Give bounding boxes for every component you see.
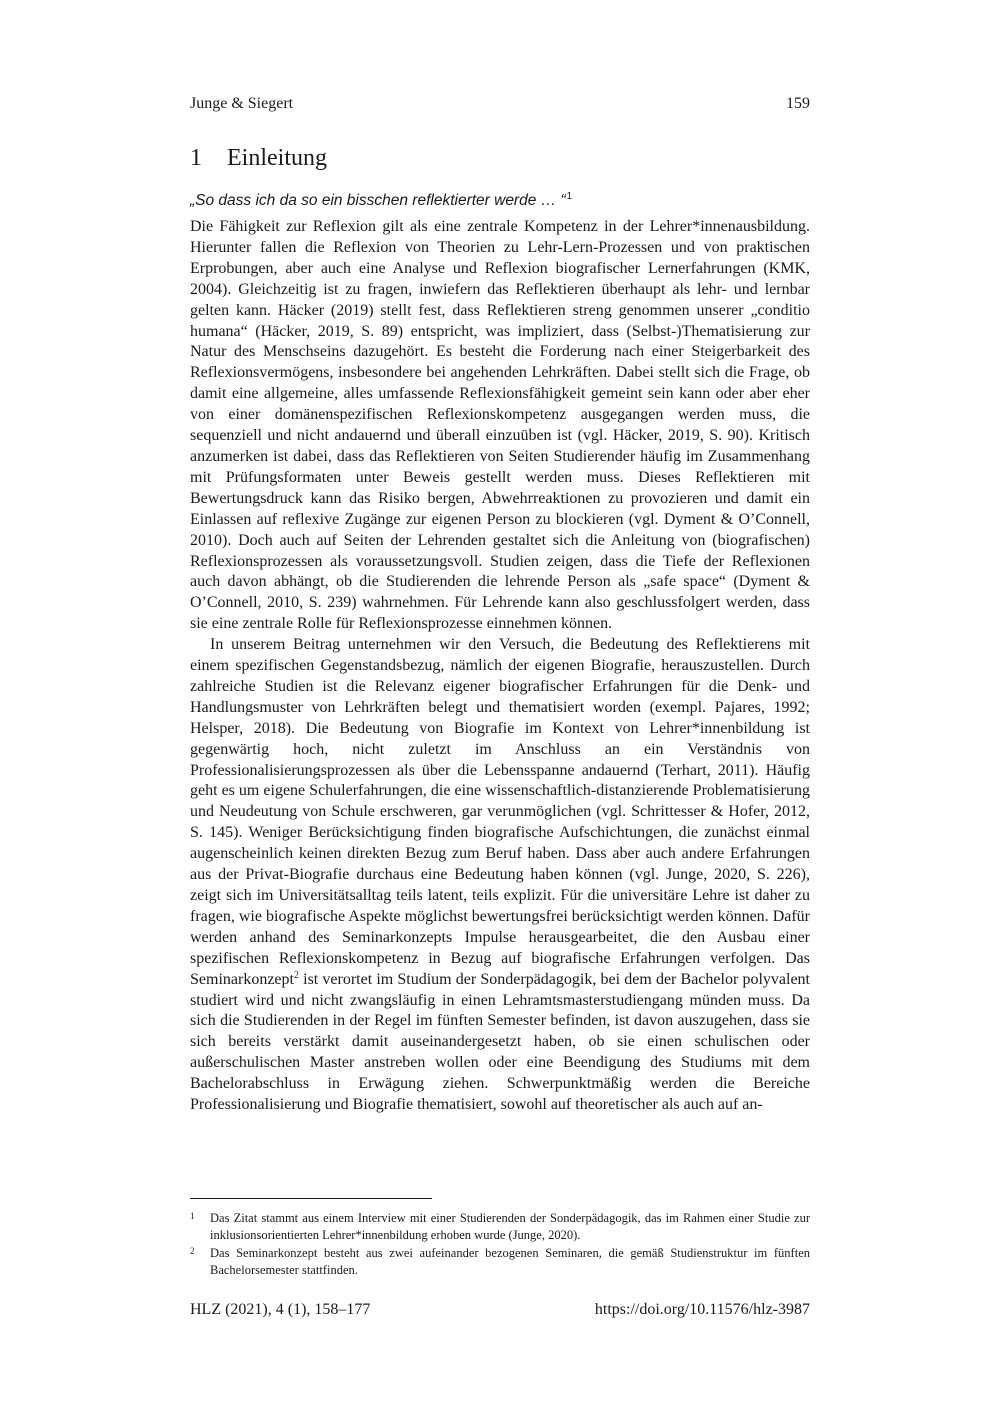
footnote-number: 1 [190, 1211, 195, 1221]
epigraph-quote: „So dass ich da so ein bisschen reflektierter werde … “ [190, 192, 566, 209]
paragraph-2-part-2: ist verortet im Studium der Sonderpädagogik, bei dem der Bachelor polyvalent studiert wird und nicht zwangsläufig in einen Lehramtsmasterstudiengang münden muss. Da sich die Studierenden in der Regel im fünften Semester befinden, ist davon auszugehen, dass sie sich bereits verstärkt damit auseinandergesetzt haben, ob sie einen schulischen oder außerschulischen Master anstreben wollen oder eine Beendigung des Studiums mit dem Bachelorabschluss in Erwägung ziehen. Schwerpunktmäßig werden die Bereiche Professionalisierung und Biografie thematisiert, sowohl auf theoretischer als auch auf an- [190, 970, 810, 1114]
footnotes [190, 1210, 810, 1280]
section-title: Einleitung [227, 145, 327, 171]
section-heading [190, 143, 327, 173]
paragraph-2-part-1: In unserem Beitrag unternehmen wir den Versuch, die Bedeutung des Reflektierens mit einem spezifischen Gegenstandsbezug, nämlich der eigenen Biografie, herauszustellen. Durch zahlreiche Studien ist die Relevanz eigener biografischer Erfahrungen für die Denk- und Handlungsmuster von Lehrkräften belegt und thematisiert worden (exempl. Pajares, 1992; Helsper, 2018). Die Bedeutung von Biografie im Kontext von Lehrer*innenbildung ist gegenwärtig hoch, nicht zuletzt im Anschluss an ein Verständnis von Professionalisierungsprozessen als über die Lebensspanne andauernd (Terhart, 2011). Häufig geht es um eigene Schulerfahrungen, die eine wissenschaftlich-distanzierende Problematisierung und Neudeutung von Schule erschweren, gar verunmöglichen (vgl. Schrittesser & Hofer, 2012, S. 145). Weniger Berücksichtigung finden biografische Aufschichtungen, die zunächst einmal augenscheinlich keinen direkten Bezug zum Beruf haben. Dass aber auch andere Erfahrungen aus der Privat-Biografie durchaus eine Bedeutung haben können (vgl. Junge, 2020, S. 226), zeigt sich im Universitätsalltag teils latent, teils explizit. Für die universitäre Lehre ist daher zu fragen, wie biografische Aspekte möglichst bewertungsfrei berücksichtigt werden können. Dafür werden anhand des Seminarkonzepts Impulse herausgearbeitet, die den Ausbau einer spezifischen Reflexionskompetenz in Bezug auf biografische Erfahrungen verfolgen. Das Seminarkonzept [190, 636, 810, 988]
footnote-text: Das Seminarkonzept besteht aus zwei aufeinander bezogenen Seminaren, die gemäß Studienstruktur im fünften Bachelorsemester stattfinden. [210, 1246, 810, 1277]
section-number: 1 [190, 145, 202, 171]
running-head-authors: Junge & Siegert [190, 95, 294, 112]
doi-link[interactable]: https://doi.org/10.11576/hlz-3987 [594, 1301, 810, 1318]
paragraph-1: Die Fähigkeit zur Reflexion gilt als eine zentrale Kompetenz in der Lehrer*innenausbildung. Hierunter fallen die Reflexion von Theorien zu Lehr-Lern-Prozessen und von praktischen Erprobungen, aber auch eine Analyse und Reflexion biografischer Lernerfahrungen (KMK, 2004). Gleichzeitig ist zu fragen, inwiefern das Reflektieren überhaupt als lehr- und lernbar gelten kann. Häcker (2019) stellt fest, dass Reflektieren streng genommen unserer „conditio humana“ (Häcker, 2019, S. 89) entspricht, was impliziert, dass (Selbst-)Thematisierung zur Natur des Menschseins dazugehört. Es besteht die Forderung nach einer Steigerbarkeit des Reflexionsvermögens, insbesondere bei angehenden Lehrkräften. Dabei stellt sich die Frage, ob damit eine allgemeine, alles umfassende Reflexionsfähigkeit gemeint sein kann oder aber eher von einer domänenspezifischen Reflexionskompetenz ausgegangen werden muss, die sequenziell und nicht andauernd und überall einzuüben ist (vgl. Häcker, 2019, S. 90). Kritisch anzumerken ist dabei, dass das Reflektieren von Seiten Studierender häufig im Zusammenhang mit Prüfungsformaten unter Beweis gestellt werden muss. Dieses Reflektieren mit Bewertungsdruck kann das Risiko bergen, Abwehrreaktionen zu provozieren und damit ein Einlassen auf reflexive Zugänge zur eigenen Person zu blockieren (vgl. Dyment & O’Connell, 2010). Doch auch auf Seiten der Lehrenden gestaltet sich die Anleitung von (biografischen) Reflexionsprozessen als voraussetzungsvoll. Studien zeigen, dass die Tiefe der Reflexionen auch davon abhängt, ob die Studierenden die lehrende Person als „safe space“ (Dyment & O’Connell, 2010, S. 239) wahrnehmen. Für Lehrende kann also geschlussfolgert werden, dass sie eine zentrale Rolle für Reflexionsprozesse einnehmen können. [190, 218, 810, 633]
journal-citation: HLZ (2021), 4 (1), 158–177 [190, 1301, 371, 1318]
footnote-1 [190, 1210, 810, 1244]
paragraph-2 [190, 635, 810, 1116]
epigraph [190, 186, 572, 212]
footnote-rule [190, 1198, 432, 1199]
page-number: 159 [786, 95, 810, 112]
footnote-2 [190, 1245, 810, 1279]
body-text [190, 217, 810, 1116]
footnote-number: 2 [190, 1246, 195, 1256]
footnote-ref-2[interactable]: 2 [293, 969, 299, 981]
footnote-ref-1[interactable]: 1 [566, 191, 573, 202]
footnote-text: Das Zitat stammt aus einem Interview mit einer Studierenden der Sonderpädagogik, das im Rahmen einer Studie zur inklusionsorientierten Lehrer*innenbildung erhoben wurde (Junge, 2020). [210, 1211, 810, 1242]
